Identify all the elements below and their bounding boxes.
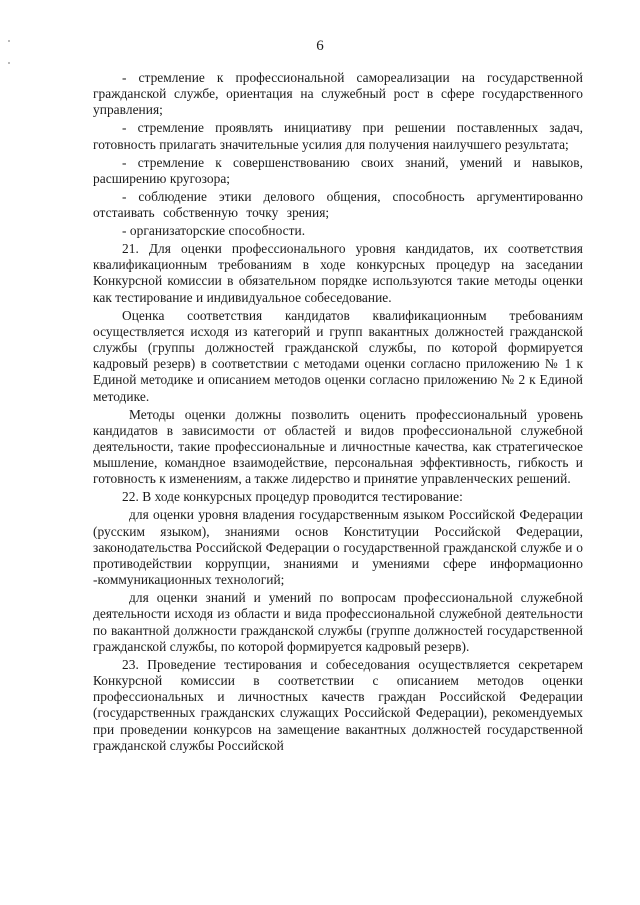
scan-speck	[8, 40, 10, 42]
paragraph-clause-22: 22. В ходе конкурсных процедур проводится тестирование:	[122, 489, 463, 505]
scan-speck	[8, 62, 10, 64]
page-number: 6	[316, 38, 324, 54]
document-body	[93, 70, 583, 756]
list-item: - стремление проявлять инициативу при решении поставленных задач, готовность прилагать значительные усилия для получения наилучшего результата;	[93, 120, 583, 152]
paragraph: Оценка соответствия кандидатов квалификационным требованиям осуществляется исходя из категорий и групп вакантных должностей гражданской службы (группы должностей гражданской службы, по которой формируется кадровый резерв) в соответствии с методами оценки согласно приложению № 1 к Единой методике и описанием методов оценки согласно приложению № 2 к Единой методике.	[93, 307, 583, 404]
list-item: - организаторские способности.	[122, 223, 306, 239]
list-item: для оценки уровня владения государственным языком Российской Федерации (русским языком), знаниями основ Конституции Российской Федерации, законодательства Российской Федерации о государственной гражданской службе и о противодействии коррупции, знаниями и умениями сфере информационно -коммуникационных технологий;	[93, 507, 583, 588]
paragraph-clause-21: 21. Для оценки профессионального уровня кандидатов, их соответствия квалификационным требованиям в ходе конкурсных процедур на заседании Конкурсной комиссии в обязательном порядке используются такие методы оценки как тестирование и индивидуальное собеседование.	[93, 241, 583, 305]
paragraph-clause-23: 23. Проведение тестирования и собеседования осуществляется секретарем Конкурсной комиссии в соответствии с описанием методов оценки профессиональных и личностных качеств граждан Российской Федерации (государственных гражданских служащих Российской Федерации), рекомендуемых при проведении конкурсов на замещение вакантных должностей государственной гражданской службы Российской	[93, 656, 583, 753]
list-item: - стремление к совершенствованию своих знаний, умений и навыков, расширению кругозора;	[93, 154, 583, 186]
list-item: - стремление к профессиональной самореализации на государственной гражданской службе, ориентация на служебный рост в сфере государственного управления;	[93, 70, 583, 118]
list-item: для оценки знаний и умений по вопросам профессиональной служебной деятельности исходя из области и вида профессиональной служебной деятельности по вакантной должности гражданской службы (группе должностей государственной гражданской службы, по которой формируется кадровый резерв).	[93, 590, 583, 654]
list-item: - соблюдение этики делового общения, способность аргументированно отстаивать собственную точку зрения;	[93, 188, 583, 221]
paragraph: Методы оценки должны позволить оценить профессиональный уровень кандидатов в зависимости от областей и видов профессиональной служебной деятельности, такие профессиональные и личностные качества, как стратегическое мышление, командное взаимодействие, персональная эффективность, гибкость и готовность к изменениям, а также лидерство и принятие управленческих решений.	[93, 406, 583, 487]
